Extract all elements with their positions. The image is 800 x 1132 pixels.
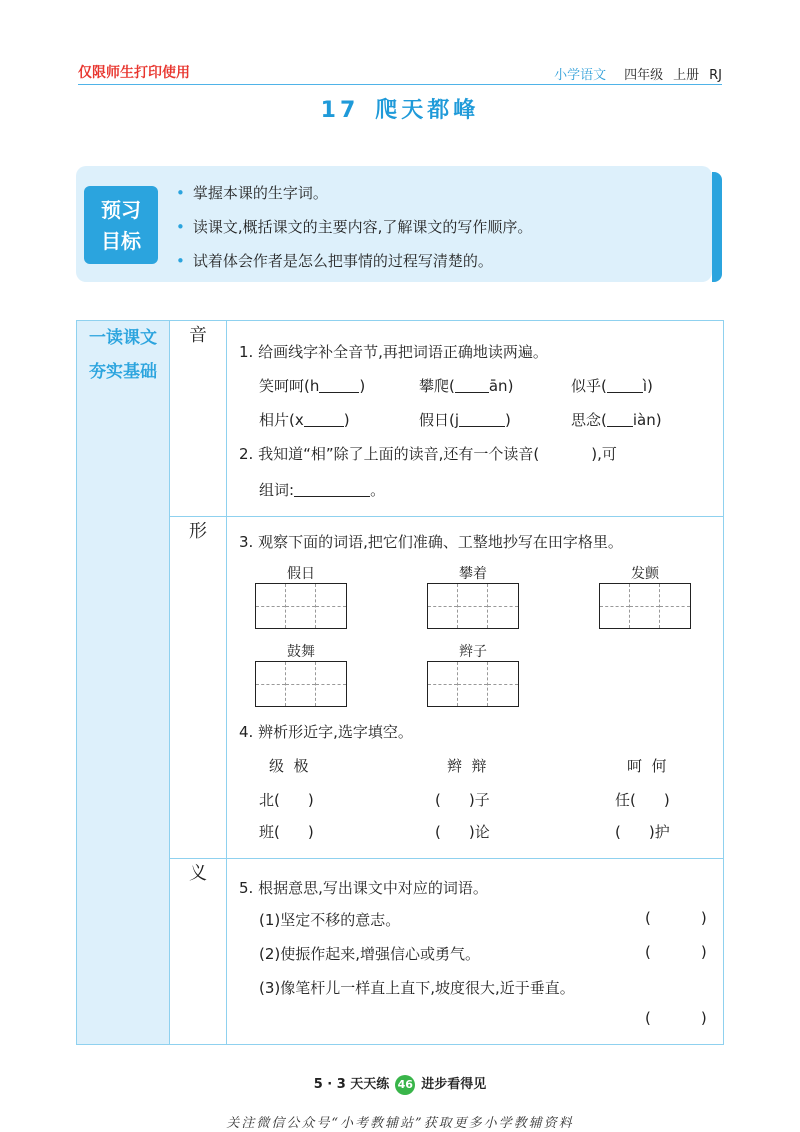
goals-badge [84, 186, 158, 264]
pinyin-item: 假日(j ) [419, 411, 511, 429]
fill-item[interactable]: 班( ) [259, 823, 314, 841]
exercise-table [76, 320, 724, 1045]
tianzige-grid[interactable] [427, 583, 519, 629]
goals-list [176, 176, 696, 278]
question-4: 4. 辨析形近字,选字填空。 [239, 723, 413, 741]
answer-blank[interactable] [607, 412, 633, 427]
fill-item[interactable]: ( )子 [435, 791, 490, 809]
fill-item[interactable]: ( )护 [615, 823, 670, 841]
sound-section [227, 321, 724, 517]
bottom-note: 关注微信公众号“小考教辅站”获取更多小学教辅资料 [226, 1116, 574, 1131]
answer-paren[interactable]: ( ) [645, 909, 707, 927]
answer-paren[interactable]: ( ) [645, 943, 707, 961]
goal-item: • 掌握本课的生字词。 [176, 184, 328, 202]
bullet-icon: • [176, 184, 185, 202]
question-2-cont: 组词: 。 [259, 481, 386, 499]
answer-blank[interactable] [319, 378, 359, 393]
lesson-name: 爬天都峰 [375, 98, 480, 123]
lesson-title [0, 93, 800, 124]
copy-word: 假日 [287, 566, 315, 582]
copy-word: 攀着 [459, 566, 487, 582]
category-form: 形 [170, 517, 227, 859]
char-pair: 级 极 [269, 757, 309, 775]
meaning-item: (3)像笔杆儿一样直上直下,坡度很大,近于垂直。 [259, 979, 575, 997]
subject-label: 小学语文 [554, 68, 607, 83]
grade-label: 四年级 [624, 68, 664, 83]
page-number: 46 [395, 1075, 415, 1095]
volume-label: 上册 [673, 68, 700, 83]
answer-blank[interactable] [607, 378, 643, 393]
book-info [544, 64, 722, 83]
edition-label: RJ [709, 68, 722, 83]
bullet-icon: • [176, 218, 185, 236]
badge-line1: 预习 [101, 198, 141, 222]
goals-tab-decoration [712, 172, 722, 282]
goal-item: • 读课文,概括课文的主要内容,了解课文的写作顺序。 [176, 218, 533, 236]
answer-blank[interactable] [294, 482, 370, 497]
fill-item[interactable]: 任( ) [615, 791, 670, 809]
pinyin-item: 相片(x ) [259, 411, 350, 429]
copy-word: 发颤 [631, 566, 659, 582]
question-2: 2. 我知道“相”除了上面的读音,还有一个读音( ),可 [239, 445, 617, 463]
header-divider [78, 84, 722, 85]
footer-series: 5 · 3 天天练 [313, 1077, 390, 1092]
tianzige-grid[interactable] [255, 583, 347, 629]
form-section [227, 517, 724, 859]
bullet-icon: • [176, 252, 185, 270]
pinyin-item: 思念( iàn) [571, 411, 662, 429]
section-label: 一读课文 夯实基础 [77, 321, 170, 1045]
meaning-item: (2)使振作起来,增强信心或勇气。 [259, 945, 481, 963]
goal-item: • 试着体会作者是怎么把事情的过程写清楚的。 [176, 252, 493, 270]
tianzige-grid[interactable] [427, 661, 519, 707]
pinyin-item: 似乎( ì) [571, 377, 653, 395]
answer-blank[interactable] [459, 412, 505, 427]
meaning-item: (1)坚定不移的意志。 [259, 911, 401, 929]
question-5: 5. 根据意思,写出课文中对应的词语。 [239, 879, 488, 897]
lesson-number: 17 [320, 98, 360, 123]
meaning-section [227, 859, 724, 1045]
fill-item[interactable]: ( )论 [435, 823, 490, 841]
char-pair: 呵 何 [627, 757, 667, 775]
badge-line2: 目标 [101, 229, 141, 253]
category-meaning: 义 [170, 859, 227, 1045]
footer-slogan: 进步看得见 [421, 1077, 487, 1092]
tianzige-grid[interactable] [255, 661, 347, 707]
pinyin-item: 笑呵呵(h ) [259, 377, 366, 395]
question-1: 1. 给画线字补全音节,再把词语正确地读两遍。 [239, 343, 548, 361]
fill-item[interactable]: 北( ) [259, 791, 314, 809]
pinyin-item: 攀爬( ān) [419, 377, 514, 395]
copy-word: 辫子 [459, 644, 487, 660]
tianzige-grid[interactable] [599, 583, 691, 629]
category-sound: 音 [170, 321, 227, 517]
answer-blank[interactable] [304, 412, 344, 427]
answer-blank[interactable] [455, 378, 489, 393]
answer-paren[interactable]: ( ) [645, 1009, 707, 1027]
char-pair: 辫 辩 [447, 757, 487, 775]
copy-word: 鼓舞 [287, 644, 315, 660]
restriction-note: 仅限师生打印使用 [78, 65, 190, 81]
question-3: 3. 观察下面的词语,把它们准确、工整地抄写在田字格里。 [239, 533, 623, 551]
page-footer [0, 1073, 800, 1095]
